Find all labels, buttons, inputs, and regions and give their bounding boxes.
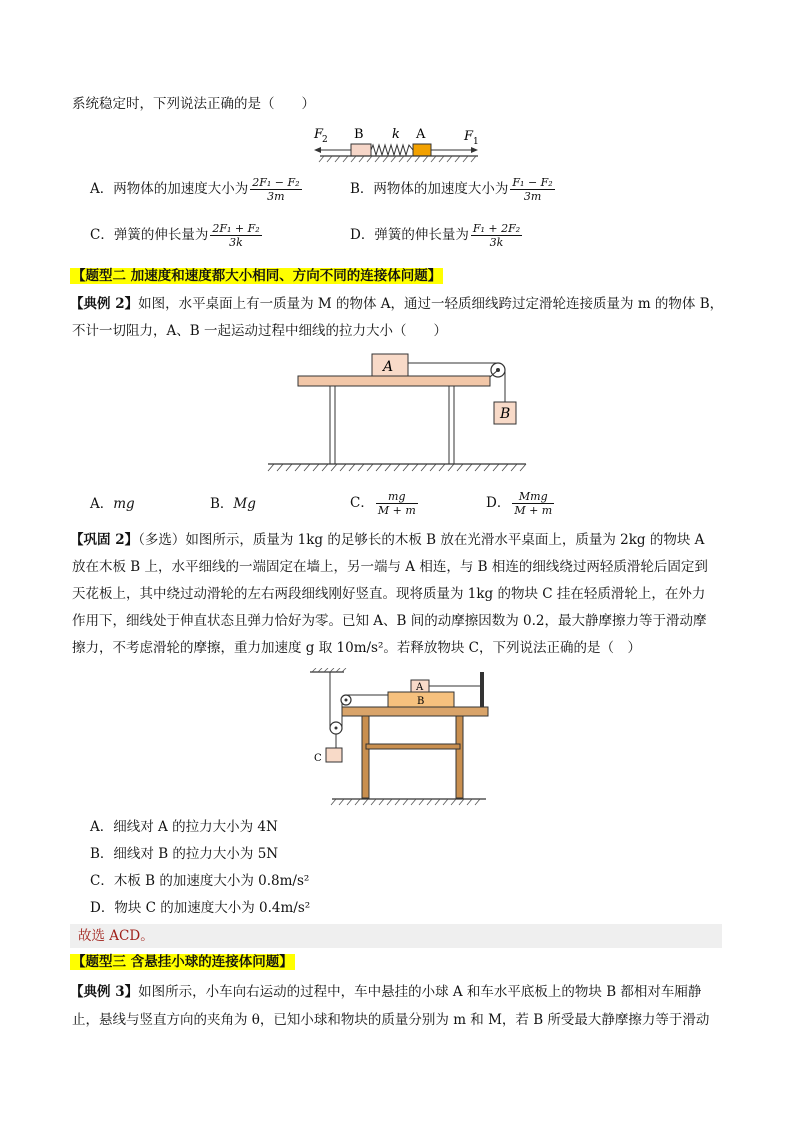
spring-k-label: k [392, 127, 400, 142]
example2-line1-text: 如图，水平桌面上有一质量为 M 的物体 A，通过一轻质细线跨过定滑轮连接质量为 m 的物体 B， [138, 296, 724, 312]
consol2-line1 [70, 530, 704, 550]
q1-option-d [350, 222, 522, 249]
ex2-option-c-fraction [376, 490, 418, 517]
table-leg-right [456, 716, 463, 798]
type3-header-text: 【题型三 含悬挂小球的连接体问题】 [72, 954, 293, 970]
floor-hatching [331, 799, 480, 805]
fixed-pulley-axle [345, 699, 348, 702]
block-c [326, 748, 342, 762]
q1-option-d-text: D．弹簧的伸长量为 [350, 227, 469, 243]
ex2-option-a [90, 494, 135, 514]
consol2-option-d: D．物块 C 的加速度大小为 0.4m/s² [90, 900, 311, 916]
q1-option-c-numerator: 2F₁ + F₂ [212, 222, 260, 235]
q1-option-d-denominator: 3k [489, 236, 504, 249]
example2-line2: 不计一切阻力，A、B 一起运动过程中细线的拉力大小（ ） [72, 323, 447, 339]
ex2-option-b-label: B． [210, 496, 234, 512]
q1-option-c-denominator: 3k [229, 236, 243, 249]
block-a [413, 144, 431, 156]
f1-arrowhead [471, 147, 478, 153]
consol2-line3: 天花板上，其中绕过动滑轮的左右两段细线刚好竖直。现将质量为 1kg 的物块 C 挂在轻质滑轮上，在外力 [72, 586, 706, 602]
ground-hatching [319, 156, 476, 162]
f2-label: F [314, 127, 324, 142]
f2-subscript: 2 [322, 135, 328, 145]
consol2-answer: 故选 ACD。 [70, 924, 722, 948]
tabletop [342, 707, 488, 716]
q1-option-b-denominator: 3m [523, 190, 542, 203]
ex2-option-c-denominator: M + m [377, 504, 416, 517]
spring [371, 145, 413, 155]
ex2-option-d-label: D． [486, 495, 511, 511]
ex2-option-b-value: Mg [233, 496, 256, 512]
q1-option-a-denominator: 3m [267, 190, 285, 203]
f1-subscript: 1 [473, 137, 479, 147]
f2-arrowhead [314, 147, 321, 153]
q1-option-b-text: B．两物体的加速度大小为 [350, 181, 509, 197]
q1-option-c-fraction [210, 222, 261, 249]
q1-option-a-fraction [250, 176, 301, 203]
example2-tag: 【典例 2】 [70, 296, 139, 312]
floor-hatching [268, 464, 526, 471]
q1-option-d-fraction [471, 222, 522, 249]
q1-option-b-fraction [510, 176, 554, 203]
ex2-option-d [486, 490, 554, 517]
board-pulley-figure [308, 668, 490, 810]
block-a-label: A [383, 359, 394, 375]
table-pulley-figure [264, 350, 530, 476]
f1-label: F [464, 129, 474, 144]
type2-header [70, 266, 443, 286]
consol2-option-c: C．木板 B 的加速度大小为 0.8m/s² [90, 873, 310, 889]
table-crossbar [366, 744, 460, 749]
table-leg-left [362, 716, 369, 798]
consol2-tag: 【巩固 2】 [70, 532, 139, 548]
block-b-label: B [500, 406, 511, 422]
ex2-option-c-numerator: mg [376, 490, 418, 504]
q1-option-c [90, 222, 262, 249]
block-a-label: A [416, 127, 426, 142]
wall [480, 672, 484, 707]
ex2-option-a-value: mg [113, 496, 135, 512]
q1-option-a-text: A．两物体的加速度大小为 [90, 181, 249, 197]
example2-line1 [70, 294, 723, 314]
consol2-line1-text: （多选）如图所示，质量为 1kg 的足够长的木板 B 放在光滑水平桌面上，质量为 2kg 的物块 A [138, 532, 705, 548]
consol2-option-b: B．细线对 B 的拉力大小为 5N [90, 846, 279, 862]
q1-option-b [350, 176, 555, 203]
q1-option-b-numerator: F₁ − F₂ [512, 176, 553, 189]
q1-option-a-numerator: 2F₁ − F₂ [252, 176, 300, 189]
q1-option-d-numerator: F₁ + 2F₂ [472, 222, 521, 235]
q1-option-c-text: C．弹簧的伸长量为 [90, 227, 209, 243]
board-b-label: B [417, 696, 425, 707]
type3-header [70, 952, 295, 972]
example3-tag: 【典例 3】 [70, 984, 139, 1000]
moving-pulley-axle [335, 727, 338, 730]
consol2-line5: 擦力，不考虑滑轮的摩擦，重力加速度 g 取 10m/s²。若释放物块 C，下列说法正确的是（ ） [72, 640, 642, 656]
consol2-option-a: A．细线对 A 的拉力大小为 4N [90, 819, 278, 835]
spring-system-figure [310, 124, 485, 168]
ex2-option-b [210, 494, 256, 514]
block-b-label: B [354, 127, 364, 142]
table-leg-left [330, 386, 335, 464]
example3-line1 [70, 982, 701, 1002]
type2-header-text: 【题型二 加速度和速度都大小相同、方向不同的连接体问题】 [72, 268, 442, 284]
ex2-option-d-denominator: M + m [514, 504, 553, 517]
ex2-option-c [350, 490, 418, 517]
ex2-option-c-label: C． [350, 495, 374, 511]
consol2-line2: 放在木板 B 上，水平细线的一端固定在墙上，另一端与 A 相连，与 B 相连的细线绕过两轻质滑轮后固定到 [72, 559, 708, 575]
q1-option-a [90, 176, 302, 203]
block-c-label: C [314, 753, 322, 764]
block-b [351, 144, 371, 156]
ex2-option-d-numerator: Mmg [512, 490, 554, 504]
tabletop [298, 376, 490, 386]
consol2-line4: 作用下，细线处于伸直状态且弹力恰好为零。已知 A、B 间的动摩擦因数为 0.2，最大静摩擦力等于滑动摩 [72, 613, 707, 629]
example3-line2: 止，悬线与竖直方向的夹角为 θ，已知小球和物块的质量分别为 m 和 M，若 B 所受最大静摩擦力等于滑动 [72, 1012, 710, 1028]
question-intro-line: 系统稳定时，下列说法正确的是（ ） [72, 96, 315, 112]
ex2-option-d-fraction [512, 490, 554, 517]
ex2-option-a-label: A． [90, 496, 114, 512]
block-a-label: A [416, 682, 424, 693]
example3-line1-text: 如图所示，小车向右运动的过程中，车中悬挂的小球 A 和车水平底板上的物块 B 都相对车厢静 [138, 984, 702, 1000]
table-leg-right [449, 386, 454, 464]
